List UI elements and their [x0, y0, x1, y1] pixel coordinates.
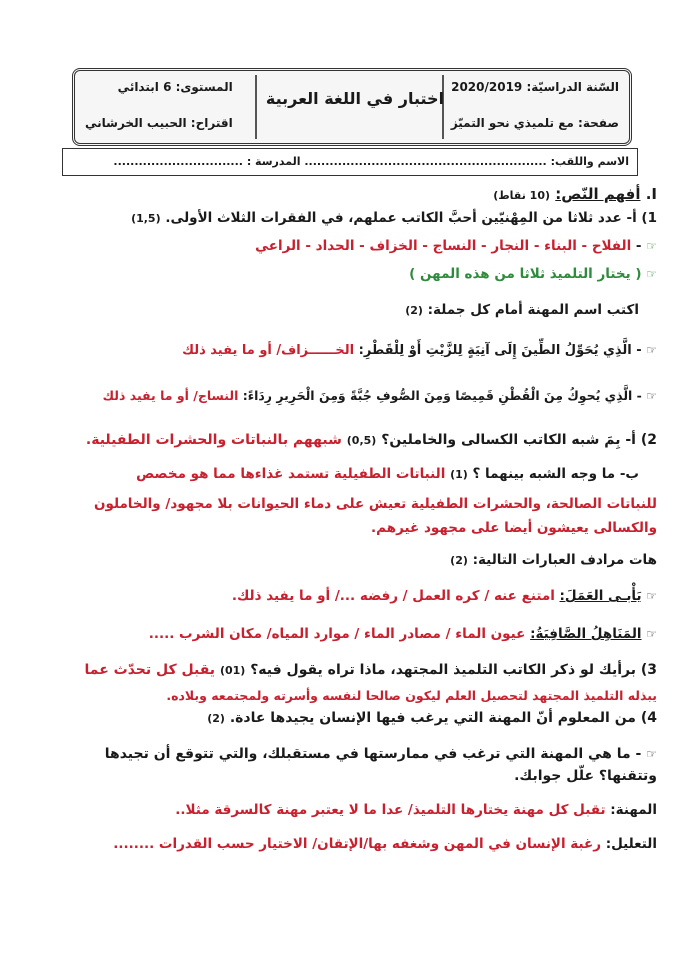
q4-prompt-line1	[18, 744, 657, 764]
q2-text: 2) أ- بِمَ شبه الكاتب الكسالى والخاملين؟	[381, 432, 657, 448]
level-value: 6 ابتدائي	[117, 80, 172, 94]
header-separator	[255, 75, 257, 139]
q2b-answer-line2: للنباتات الصالحة، والحشرات الطفيلية تعيش على دماء الحيوانات بلا مجهود/ والخاملون	[93, 496, 657, 512]
q4-reason-label: التعليل:	[605, 836, 657, 852]
q1-sentence2-quote: - الَّذِي يُحوِكُ مِنَ الْقُطْنِ قَمِيصًا وَمِنَ الصُّوفِ جُبَّةً وَمِنَ الْحَرِيرِ رِدَاءً:	[242, 388, 642, 403]
q1-sub-question	[18, 300, 639, 321]
q2-points: (0,5)	[346, 434, 377, 447]
q3-points: (01)	[219, 664, 246, 677]
q4-reason-answer: رغبة الإنسان في المهن وشغفه بها/الإتقان/ الاختيار حسب القدرات ........	[113, 836, 601, 852]
q4-text: 4) من المعلوم أنّ المهنة التي يرغب فيها الإنسان يجيدها عادة.	[229, 710, 657, 726]
q4-points: (2)	[207, 712, 225, 725]
q2-answer: شبههم بالنباتات والحشرات الطفيلية.	[85, 432, 342, 448]
q4-job-answer: تقبل كل مهنة يختارها التلميذ/ عدا ما لا يعتبر مهنة كالسرقة مثلا..	[175, 802, 606, 818]
q2b-text: ب- ما وجه الشبه بينهما ؟	[472, 466, 639, 482]
q1-answer-line2	[18, 264, 657, 284]
q1-answer-note: ( يختار التلميذ ثلاثا من هذه المهن )	[409, 266, 642, 282]
header-left	[85, 77, 233, 133]
synonym1-term: يَأْبـى العَمَلَ:	[559, 588, 642, 604]
q4-job-label: المهنة:	[610, 802, 657, 818]
synonyms-question	[18, 550, 657, 571]
q2b-question	[18, 464, 639, 485]
school-label: المدرسة :	[246, 155, 301, 168]
section-title: أفهم النّص:	[555, 185, 641, 203]
synonyms-text: هات مرادف العبارات التالية:	[472, 552, 657, 568]
header-right	[451, 77, 619, 133]
school-input-dots[interactable]: ...............................	[113, 155, 243, 168]
q3-question	[18, 660, 657, 681]
q1-sub-text: اكتب اسم المهنة أمام كل جملة:	[427, 302, 639, 318]
synonyms-points: (2)	[450, 554, 468, 567]
q2b-points: (1)	[450, 468, 468, 481]
q1-question	[18, 208, 657, 229]
q3-answer-line1: يقبل كل تحدّث عما	[84, 662, 216, 678]
pointing-hand-icon: ☞	[646, 627, 657, 641]
q1-text: 1) أ- عدد ثلاثا من المِهْنيّين أحبَّ الكاتب عملهم، في الفقرات الثلاث الأولى.	[165, 210, 657, 226]
pointing-hand-icon: ☞	[646, 343, 657, 357]
q1-answer-professions: الفلاح - البناء - النجار - النساج - الخزاف - الحداد - الراعي	[255, 238, 632, 254]
section-heading	[18, 184, 657, 206]
pointing-hand-icon: ☞	[646, 239, 657, 253]
name-row	[62, 148, 638, 176]
q1-sentence1-quote: - الَّذِي يُحَوِّلُ الطِّينَ إِلَى آنِيَةٍ لِلزَّيْتِ أَوْ لِلْقَطْرِ:	[358, 343, 642, 358]
pointing-hand-icon: ☞	[646, 747, 657, 761]
pointing-hand-icon: ☞	[646, 267, 657, 281]
pointing-hand-icon: ☞	[646, 589, 657, 603]
synonym2-term: المَنَاهِلُ الصَّافِيَةُ:	[530, 626, 642, 642]
q4-question	[18, 708, 657, 729]
name-input-dots[interactable]: ..........................................................	[304, 155, 547, 168]
q1-answer-line1	[18, 236, 657, 256]
exam-title: اختبار في اللغة العربية	[265, 89, 445, 108]
q1-sentence2	[18, 386, 657, 406]
q1-sentence1	[18, 340, 657, 361]
synonym2-answer: عيون الماء / مصادر الماء / موارد المياه/ مكان الشرب .....	[148, 626, 526, 642]
header-box	[72, 68, 632, 146]
year-label: السّنة الدراسيّة:	[526, 80, 619, 94]
synonym1-answer: امتنع عنه / كره العمل / رفضه .../ أو ما يفيد ذلك.	[231, 588, 555, 604]
section-points: (10 نقاط)	[493, 189, 551, 202]
q4-prompt-text1: - ما هي المهنة التي ترغب في ممارستها في مستقبلك، والتي تتوقع أن تجيدها	[104, 746, 642, 762]
q3-text: 3) برأيك لو ذكر الكاتب التلميذ المجتهد، ماذا تراه يقول فيه؟	[250, 662, 657, 678]
proposal-label: اقتراح: الحبيب الخرشاني	[85, 116, 233, 130]
q4-prompt-line2: وتتقنها؟ علّل جوابك.	[514, 768, 657, 784]
year-value: 2020/2019	[451, 80, 523, 94]
name-label: الاسم واللقب:	[550, 155, 629, 168]
q1-answer-bullet: -	[635, 238, 642, 254]
q1-points: (1,5)	[131, 212, 161, 225]
page-label: صفحة: مع تلميذي نحو التميّز	[450, 116, 619, 130]
q2-question	[18, 430, 657, 451]
pointing-hand-icon: ☞	[646, 389, 657, 403]
level-label: المستوى:	[175, 80, 233, 94]
q3-answer-line2: يبذله التلميذ المجتهد لتحصيل العلم ليكون صالحا لنفسه وأسرته ولمجتمعه وبلاده.	[166, 688, 657, 703]
synonym2	[18, 624, 657, 644]
q1-sub-points: (2)	[405, 304, 423, 317]
q2b-answer-line1: النباتات الطفيلية تستمد غذاءها مما هو مخصص	[136, 466, 446, 482]
q1-sentence1-answer: الخــــــزاف/ أو ما يفيد ذلك	[182, 343, 355, 358]
q1-sentence2-answer: النساج/ أو ما يفيد ذلك	[102, 388, 239, 403]
synonym1	[18, 586, 657, 606]
section-number: I.	[645, 185, 657, 203]
q2b-answer-line3: والكسالى يعيشون أيضا على مجهود غيرهم.	[371, 520, 657, 536]
q4-job-row	[18, 800, 657, 820]
q4-reason-row	[18, 834, 657, 854]
